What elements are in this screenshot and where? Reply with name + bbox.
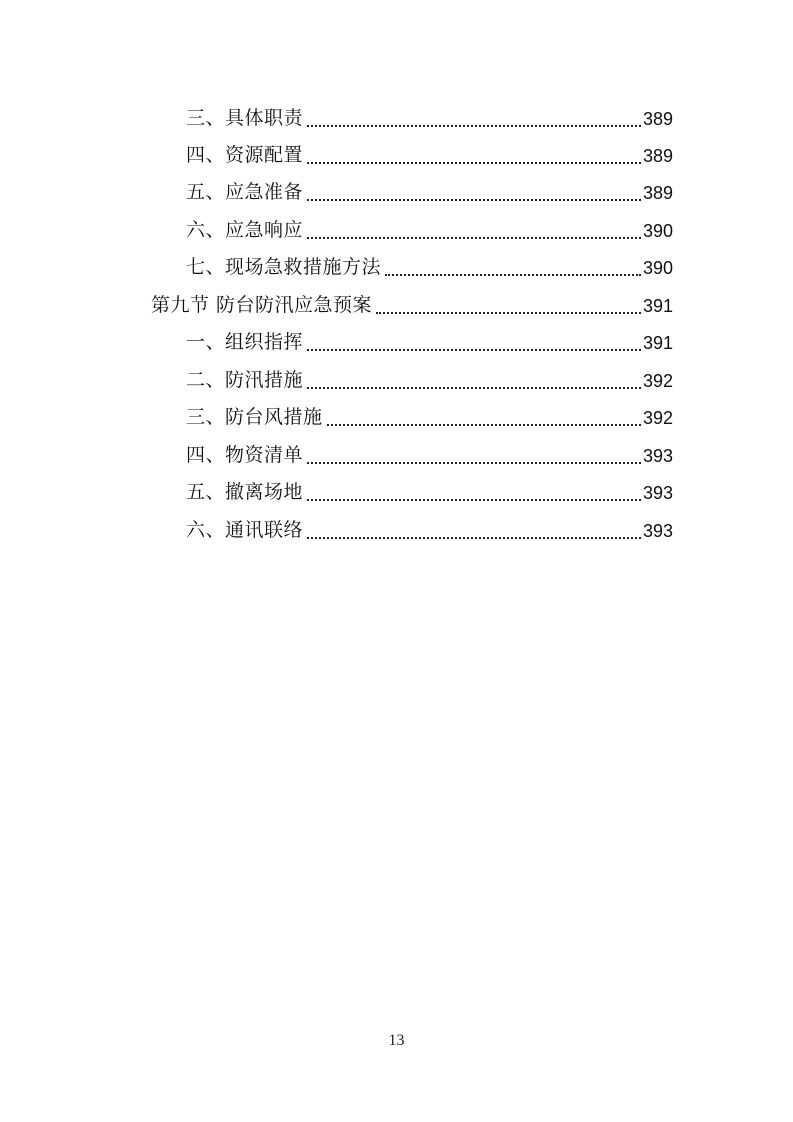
toc-entry-title: 五、应急准备 <box>186 181 304 203</box>
toc-entry[interactable] <box>186 137 673 174</box>
toc-entry-page: 393 <box>642 520 673 541</box>
dot-leader <box>307 387 641 389</box>
toc-entry-page: 389 <box>642 108 673 129</box>
toc-entry[interactable] <box>186 100 673 137</box>
toc-entry[interactable] <box>186 399 673 436</box>
toc-entry-title: 三、具体职责 <box>186 107 304 129</box>
dot-leader <box>307 349 641 351</box>
toc-entry[interactable] <box>186 212 673 249</box>
toc-entry-page: 390 <box>642 220 673 241</box>
toc-entry-page: 392 <box>642 407 673 428</box>
dot-leader <box>376 312 641 314</box>
toc-entry[interactable] <box>186 474 673 511</box>
dot-leader <box>307 162 641 164</box>
toc-entry-title: 四、物资清单 <box>186 444 304 466</box>
toc-entry[interactable] <box>186 362 673 399</box>
toc-entry-page: 393 <box>642 482 673 503</box>
toc-section-page: 391 <box>642 295 673 316</box>
toc-entry-page: 391 <box>642 332 673 353</box>
toc-entry-title: 七、现场急救措施方法 <box>186 256 382 278</box>
toc-entry[interactable] <box>186 174 673 211</box>
toc-entry-page: 393 <box>642 445 673 466</box>
toc-entry-title: 二、防汛措施 <box>186 369 304 391</box>
dot-leader <box>307 462 641 464</box>
toc-entry-title: 一、组织指挥 <box>186 331 304 353</box>
dot-leader <box>307 537 641 539</box>
dot-leader <box>385 274 641 276</box>
toc-entry-title: 五、撤离场地 <box>186 481 304 503</box>
toc-entry-page: 392 <box>642 370 673 391</box>
toc-entry[interactable] <box>186 512 673 549</box>
dot-leader <box>307 199 641 201</box>
dot-leader <box>307 125 641 127</box>
toc-entry[interactable] <box>186 437 673 474</box>
toc-entry-page: 390 <box>642 257 673 278</box>
dot-leader <box>307 499 641 501</box>
toc-section-entry[interactable] <box>151 287 673 324</box>
toc-entry-title: 六、通讯联络 <box>186 519 304 541</box>
toc-entry-title: 三、防台风措施 <box>186 406 323 428</box>
dot-leader <box>327 424 641 426</box>
page-number: 13 <box>388 1032 405 1049</box>
toc-entry-page: 389 <box>642 145 673 166</box>
toc-section-title: 第九节 防台防汛应急预案 <box>151 294 373 316</box>
toc-entry-page: 389 <box>642 182 673 203</box>
dot-leader <box>307 237 641 239</box>
toc-entry-title: 四、资源配置 <box>186 144 304 166</box>
toc-entry[interactable] <box>186 249 673 286</box>
toc-entry[interactable] <box>186 324 673 361</box>
toc-entry-title: 六、应急响应 <box>186 219 304 241</box>
